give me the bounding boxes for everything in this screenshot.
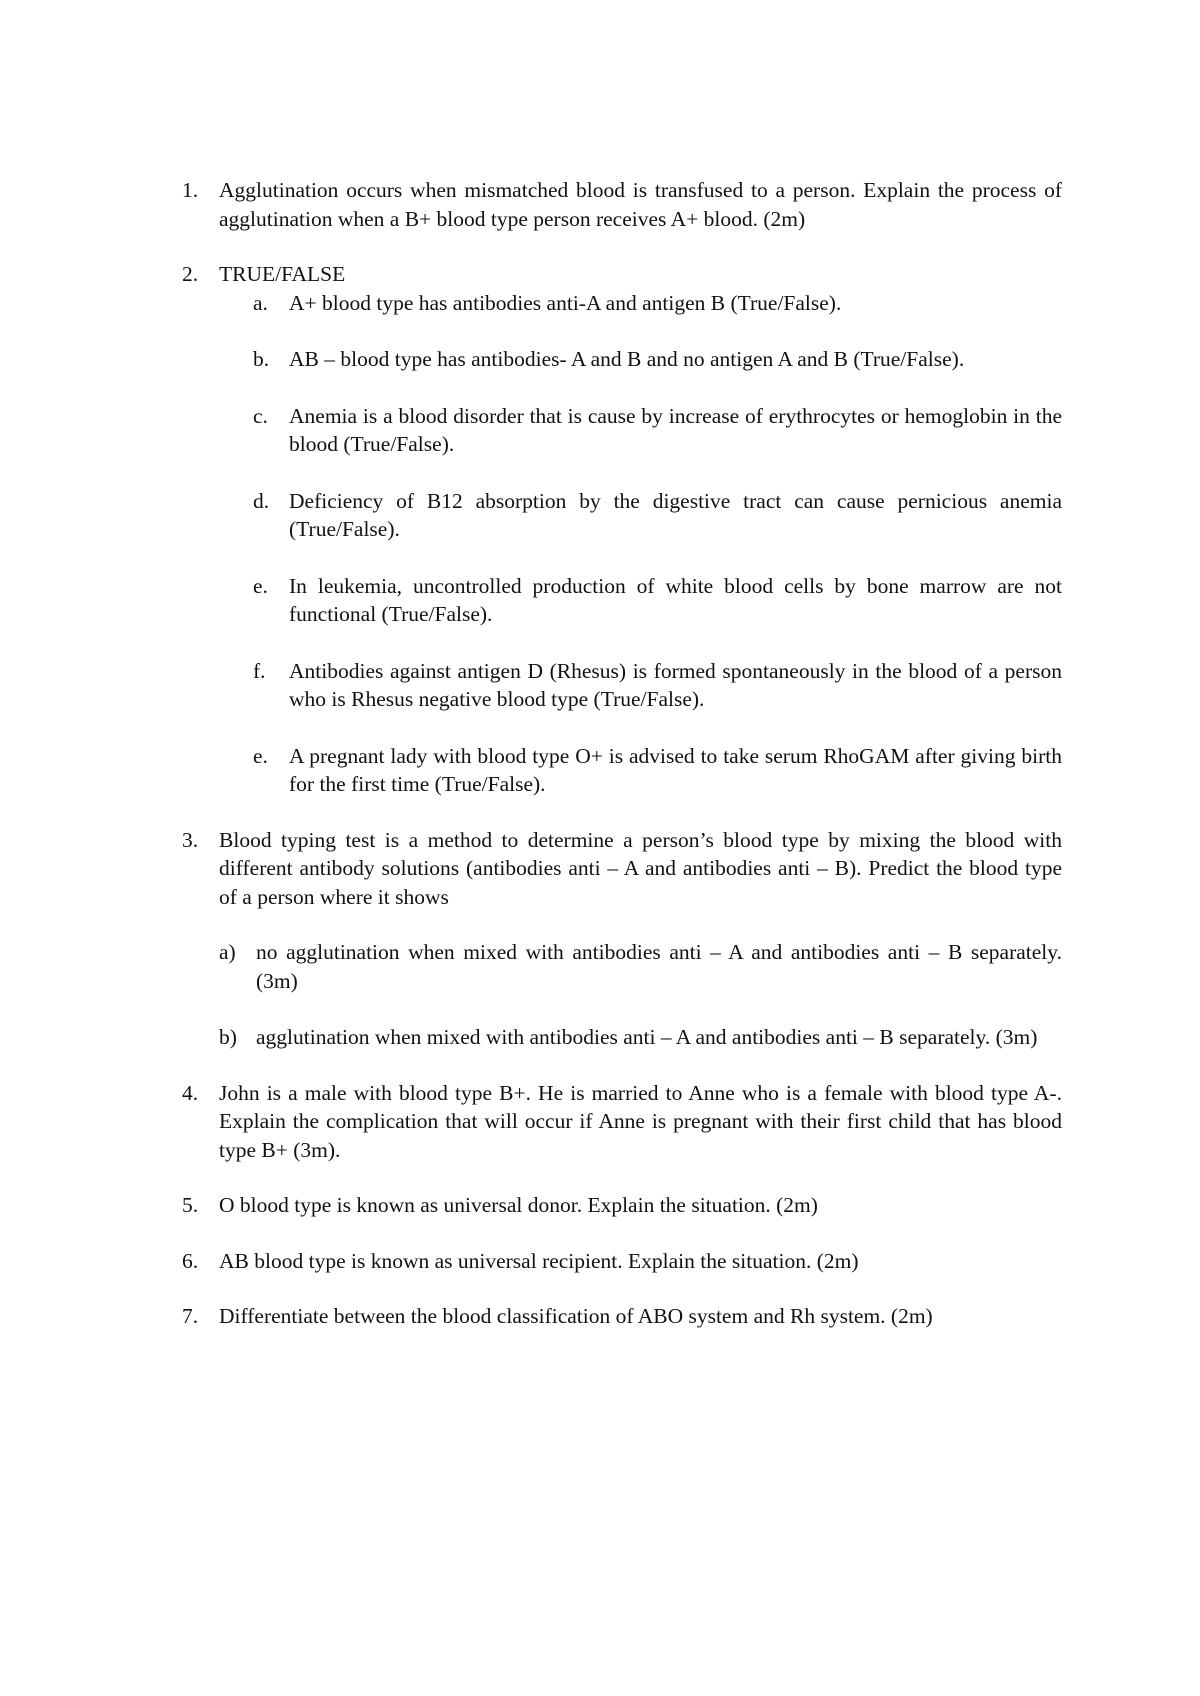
item-letter: a. [253, 290, 268, 315]
item-letter: e. [253, 743, 268, 768]
item-text: Anemia is a blood disorder that is cause by increase of erythrocytes or hemoglobin in the blood (True/False). [289, 403, 1062, 456]
question-text: TRUE/FALSE [219, 262, 346, 286]
question-7 [182, 1302, 1062, 1331]
list-item [219, 1023, 1062, 1052]
question-number: 1. [182, 178, 199, 202]
list-item [253, 572, 1062, 629]
list-item [253, 657, 1062, 714]
question-number: 3. [182, 827, 199, 852]
question-number: 4. [182, 1080, 199, 1105]
question-text: Blood typing test is a method to determine a person’s blood type by mixing the blood with different antibody solutions (antibodies anti – A and antibodies anti – B). Predict the blood type of a person where it shows [219, 827, 1062, 909]
question-text: John is a male with blood type B+. He is married to Anne who is a female with blood type A-. Explain the complication that will occur if Anne is pregnant with their first child that has blood type B+ (3m). [219, 1080, 1062, 1162]
question-body [219, 260, 1062, 799]
item-text: agglutination when mixed with antibodies anti – A and antibodies anti – B separately. (3m) [256, 1025, 1038, 1049]
question-text: AB blood type is known as universal recipient. Explain the situation. (2m) [219, 1248, 859, 1273]
item-letter: c. [253, 403, 268, 428]
list-item [253, 345, 1062, 374]
question-number: 2. [182, 262, 199, 286]
item-text: In leukemia, uncontrolled production of white blood cells by bone marrow are not functional (True/False). [289, 573, 1062, 626]
true-false-list [253, 289, 1062, 799]
question-3 [182, 826, 1062, 1052]
item-text: Deficiency of B12 absorption by the digestive tract can cause pernicious anemia (True/False). [289, 488, 1062, 541]
question-text: Differentiate between the blood classification of ABO system and Rh system. (2m) [219, 1304, 933, 1328]
list-item [219, 938, 1062, 995]
item-text: Antibodies against antigen D (Rhesus) is formed spontaneously in the blood of a person who is Rhesus negative blood type (True/False). [289, 658, 1062, 711]
question-number: 6. [182, 1248, 199, 1273]
question-body [219, 826, 1062, 1052]
item-letter: d. [253, 488, 270, 513]
item-letter: b. [253, 347, 270, 371]
item-text: A+ blood type has antibodies anti-A and antigen B (True/False). [289, 290, 842, 315]
item-letter: e. [253, 573, 268, 598]
item-letter: b) [219, 1025, 237, 1049]
question-2 [182, 260, 1062, 799]
item-letter: a) [219, 940, 236, 964]
question-number: 5. [182, 1193, 199, 1217]
item-text: AB – blood type has antibodies- A and B and no antigen A and B (True/False). [289, 347, 965, 371]
question-list [182, 176, 1062, 1358]
list-item [253, 742, 1062, 799]
question-6 [182, 1247, 1062, 1276]
question-text: Agglutination occurs when mismatched blood is transfused to a person. Explain the process of agglutination when a B+ blood type person receives A+ blood. (2m) [219, 178, 1062, 231]
question-4 [182, 1079, 1062, 1165]
question-5 [182, 1191, 1062, 1220]
list-item [253, 402, 1062, 459]
question-1 [182, 176, 1062, 233]
blood-typing-list [219, 938, 1062, 1052]
question-text: O blood type is known as universal donor. Explain the situation. (2m) [219, 1193, 818, 1217]
list-item [253, 487, 1062, 544]
item-text: no agglutination when mixed with antibodies anti – A and antibodies anti – B separately. (3m) [256, 940, 1062, 993]
item-text: A pregnant lady with blood type O+ is advised to take serum RhoGAM after giving birth for the first time (True/False). [289, 743, 1062, 796]
question-number: 7. [182, 1304, 199, 1328]
list-item [253, 289, 1062, 318]
item-letter: f. [253, 658, 266, 683]
